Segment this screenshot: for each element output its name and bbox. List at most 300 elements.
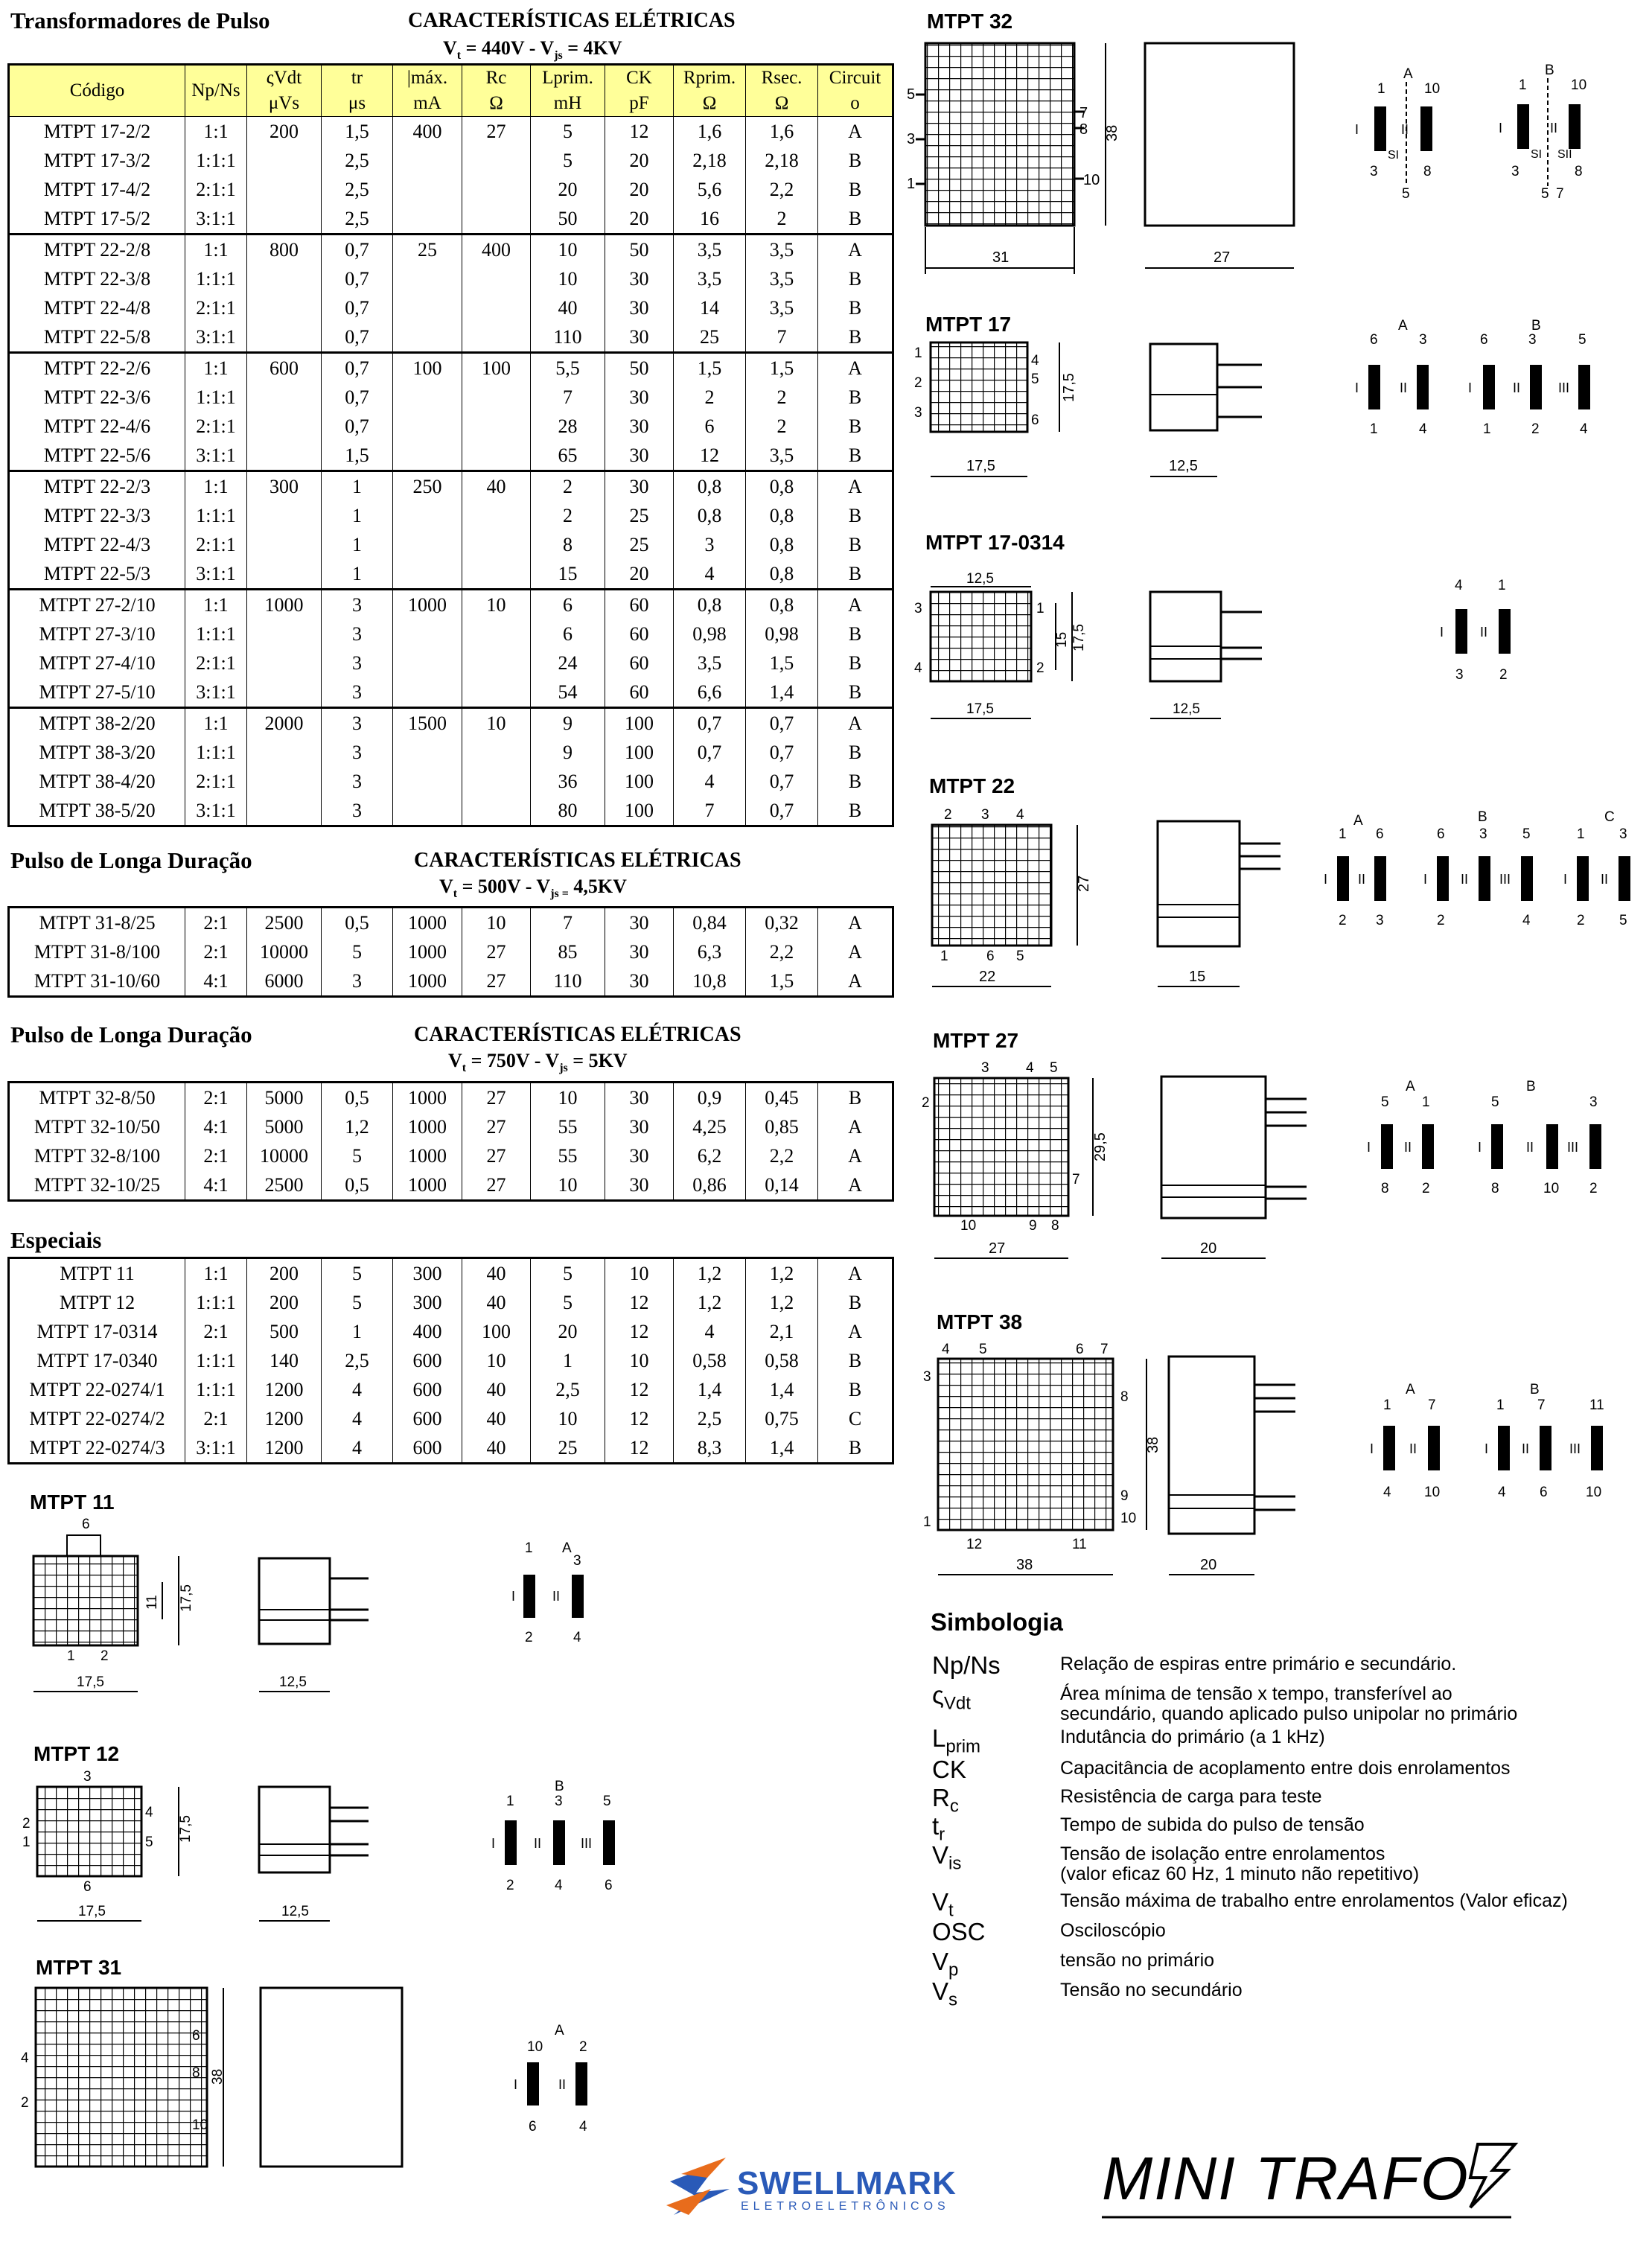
table-cell: 4 (674, 559, 746, 590)
table-cell: 600 (393, 1433, 462, 1464)
table-cell: 1:1:1 (185, 146, 247, 175)
table-cell: 1,5 (746, 966, 818, 997)
col-header: Np/Ns (185, 65, 247, 117)
table-cell: 1:1 (185, 235, 247, 265)
table-cell: 4:1 (185, 1112, 247, 1141)
table-cell: A (818, 353, 893, 383)
table-cell: 3 (322, 796, 393, 826)
table-cell: 0,58 (746, 1346, 818, 1375)
table-cell: 0,7 (322, 293, 393, 322)
table-cell: 27 (462, 117, 531, 147)
table-cell: 0,7 (322, 322, 393, 353)
table-cell: MTPT 27-4/10 (9, 648, 185, 678)
table-cell: 0,32 (746, 908, 818, 938)
svg-text:1: 1 (1422, 1094, 1430, 1110)
table-cell: MTPT 22-5/6 (9, 441, 185, 471)
svg-text:12,5: 12,5 (281, 1904, 309, 1919)
table-cell: 50 (605, 235, 674, 265)
table-cell: 1500 (393, 708, 462, 739)
section4-title: Especiais (10, 1227, 102, 1253)
svg-text:38: 38 (210, 2068, 226, 2085)
table-cell: 3:1:1 (185, 796, 247, 826)
table-cell: 3,5 (674, 264, 746, 293)
swellmark-logo-text: SWELLMARK (737, 2165, 957, 2202)
table-cell: MTPT 12 (9, 1288, 185, 1317)
table-cell: B (818, 175, 893, 204)
table-cell: B (818, 1083, 893, 1113)
table-cell: 0,58 (674, 1346, 746, 1375)
table-cell: 5000 (247, 1083, 322, 1113)
table-cell: MTPT 22-4/8 (9, 293, 185, 322)
svg-text:2: 2 (22, 1816, 31, 1832)
table-cell: 1 (322, 501, 393, 530)
table-cell: B (818, 738, 893, 767)
svg-text:4: 4 (1522, 913, 1531, 928)
col-header: tr μs (322, 65, 393, 117)
table-cell: 7 (674, 796, 746, 826)
diagram-mtpt11 (30, 1491, 584, 1692)
svg-text:B: B (1526, 1079, 1536, 1094)
svg-text:17,5: 17,5 (77, 1674, 104, 1690)
svg-text:III: III (1569, 1441, 1581, 1456)
table-cell: 16 (674, 204, 746, 235)
table-cell: 1000 (393, 1083, 462, 1113)
svg-text:2: 2 (922, 1095, 930, 1111)
table-cell: 2:1 (185, 1083, 247, 1113)
svg-text:3: 3 (1589, 1094, 1598, 1110)
svg-text:10: 10 (527, 2039, 543, 2055)
table-cell: 12 (674, 441, 746, 471)
table-cell: 100 (462, 353, 531, 383)
svg-text:6: 6 (192, 2028, 200, 2044)
table-cell: 30 (605, 1112, 674, 1141)
table-cell: 0,98 (674, 619, 746, 648)
table-cell: 1000 (393, 966, 462, 997)
svg-text:3: 3 (914, 601, 922, 616)
table-cell: 40 (462, 1404, 531, 1433)
table-cell: 100 (605, 767, 674, 796)
table-cell: 27 (462, 1170, 531, 1201)
svg-text:MTPT 11: MTPT 11 (30, 1491, 115, 1514)
table-cell: 3:1:1 (185, 441, 247, 471)
svg-text:10: 10 (1543, 1181, 1560, 1196)
table-cell: 1,5 (322, 441, 393, 471)
svg-text:MTPT 17-0314: MTPT 17-0314 (925, 531, 1065, 554)
table-cell: 1,5 (746, 648, 818, 678)
mtpt32-label: MTPT 32 (927, 10, 1013, 33)
table-cell: B (818, 264, 893, 293)
table-cell: 2,2 (746, 175, 818, 204)
table-cell: 0,14 (746, 1170, 818, 1201)
svg-text:III: III (1558, 380, 1570, 395)
table-cell: MTPT 32-10/50 (9, 1112, 185, 1141)
table-cell: MTPT 32-8/100 (9, 1141, 185, 1170)
minitrafo-logo: MINI TRAFO (1102, 2145, 1470, 2213)
table-cell: 2500 (247, 908, 322, 938)
table-cell: 1000 (393, 937, 462, 966)
table-cell: 400 (393, 1317, 462, 1346)
section3-title: Pulso de Longa Duração (10, 1021, 252, 1048)
table-cell: MTPT 22-5/8 (9, 322, 185, 353)
svg-text:5: 5 (1491, 1094, 1499, 1110)
svg-text:6: 6 (1540, 1485, 1548, 1500)
table-cell: 3 (322, 619, 393, 648)
svg-text:2: 2 (1437, 913, 1445, 928)
svg-text:I: I (1370, 1441, 1374, 1456)
table-cell: 3:1:1 (185, 559, 247, 590)
table-cell: 2,5 (674, 1404, 746, 1433)
svg-text:2: 2 (101, 1648, 109, 1664)
table-cell: 3,5 (674, 235, 746, 265)
table-cell: 1 (322, 471, 393, 502)
table-cell: 0,98 (746, 619, 818, 648)
svg-text:1: 1 (1483, 421, 1491, 437)
table-cell: 15 (531, 559, 605, 590)
svg-text:10: 10 (1586, 1485, 1602, 1500)
svg-text:I: I (1484, 1441, 1489, 1456)
section2-char-title: CARACTERÍSTICAS ELÉTRICAS (414, 849, 742, 872)
svg-text:1: 1 (1519, 77, 1527, 93)
table-cell: 3 (322, 738, 393, 767)
table-cell: 1:1 (185, 117, 247, 147)
svg-text:I: I (1355, 380, 1359, 395)
table-cell: 6,6 (674, 678, 746, 708)
table-cell: 7 (531, 908, 605, 938)
svg-text:MTPT 27: MTPT 27 (933, 1029, 1019, 1052)
table-cell: 2:1 (185, 937, 247, 966)
svg-text:10: 10 (1424, 1485, 1441, 1500)
table-cell: A (818, 1258, 893, 1289)
table-cell: A (818, 471, 893, 502)
table-cell: A (818, 235, 893, 265)
svg-text:4: 4 (145, 1805, 153, 1820)
simbologia-desc: Tensão de isolação entre enrolamentos (valor eficaz 60 Hz, 1 minuto não repetitivo) (1060, 1843, 1420, 1884)
table-cell: 8 (531, 530, 605, 559)
table-cell: 2 (674, 383, 746, 412)
svg-text:1: 1 (1498, 578, 1506, 593)
table-cell: 80 (531, 796, 605, 826)
table-cell: 0,7 (674, 738, 746, 767)
svg-text:II: II (1513, 380, 1521, 395)
char-title: CARACTERÍSTICAS ELÉTRICAS (408, 9, 736, 32)
table-cell: A (818, 590, 893, 620)
table-cell: 200 (247, 117, 322, 147)
table-cell: 2,2 (746, 1141, 818, 1170)
svg-text:11: 11 (1589, 1397, 1604, 1413)
table-cell: B (818, 767, 893, 796)
table-cell: MTPT 22-3/8 (9, 264, 185, 293)
svg-text:12,5: 12,5 (1173, 701, 1200, 717)
table-cell: B (818, 146, 893, 175)
table-cell: 3,5 (746, 264, 818, 293)
svg-text:17,5: 17,5 (78, 1904, 106, 1919)
table-cell: 9 (531, 708, 605, 739)
svg-text:4: 4 (1031, 353, 1039, 369)
svg-text:2: 2 (506, 1878, 514, 1893)
table-cell: B (818, 293, 893, 322)
table-cell: 1,2 (322, 1112, 393, 1141)
table-cell: 10000 (247, 937, 322, 966)
svg-text:II: II (1461, 872, 1469, 887)
svg-text:I: I (1355, 122, 1359, 137)
svg-text:4: 4 (555, 1878, 563, 1893)
svg-text:II: II (1358, 872, 1366, 887)
table-cell: 0,7 (322, 235, 393, 265)
svg-text:I: I (1440, 625, 1444, 640)
simbologia-term: CK (932, 1756, 966, 1783)
table-cell: 0,5 (322, 1083, 393, 1113)
table-cell: 6 (531, 590, 605, 620)
svg-text:8: 8 (1051, 1218, 1059, 1234)
svg-text:7: 7 (1072, 1172, 1080, 1188)
svg-text:17,5: 17,5 (178, 1815, 194, 1843)
table-cell: 0,84 (674, 908, 746, 938)
table-cell: 100 (393, 353, 462, 383)
table-cell: 25 (674, 322, 746, 353)
table-cell: 1000 (247, 590, 322, 620)
svg-text:MTPT 17: MTPT 17 (925, 313, 1012, 336)
svg-text:5: 5 (907, 86, 916, 103)
table-cell: 12 (605, 117, 674, 147)
col-header: Lprim. mH (531, 65, 605, 117)
table-cell: 10 (531, 1083, 605, 1113)
svg-text:5: 5 (145, 1834, 153, 1850)
table-cell: 54 (531, 678, 605, 708)
svg-text:A: A (1353, 813, 1363, 829)
table-cell: 65 (531, 441, 605, 471)
simbologia-term: $V_{is}$ (932, 1841, 962, 1874)
table-cell: 0,8 (674, 590, 746, 620)
svg-text:I: I (1563, 872, 1568, 887)
table-cell: 1:1 (185, 471, 247, 502)
table-cell: 300 (393, 1258, 462, 1289)
table-cell: 100 (605, 796, 674, 826)
table-cell: 1,4 (746, 678, 818, 708)
table-cell: 100 (605, 738, 674, 767)
table-cell: 1:1:1 (185, 501, 247, 530)
table-cell: 1,4 (746, 1433, 818, 1464)
svg-text:12,5: 12,5 (966, 571, 994, 587)
table-cell: MTPT 17-3/2 (9, 146, 185, 175)
voltage-spec: $V_t = 440V - V_{js} = 4KV$ (443, 37, 622, 63)
table-cell: A (818, 1170, 893, 1201)
table-cell: 250 (393, 471, 462, 502)
table-cell: 0,86 (674, 1170, 746, 1201)
table-cell: 3,5 (674, 648, 746, 678)
table-cell: 1000 (393, 908, 462, 938)
table-cell: A (818, 1141, 893, 1170)
svg-text:2: 2 (579, 2039, 587, 2055)
table-cell: MTPT 27-3/10 (9, 619, 185, 648)
table-cell: 30 (605, 412, 674, 441)
table-cell: 10,8 (674, 966, 746, 997)
table-cell: 5 (531, 146, 605, 175)
table-cell: 0,7 (322, 353, 393, 383)
table-cell: 25 (605, 501, 674, 530)
table-cell: 60 (605, 590, 674, 620)
table-cell: 0,7 (746, 708, 818, 739)
table-cell: 20 (605, 204, 674, 235)
svg-text:38: 38 (1145, 1436, 1161, 1453)
table-cell: MTPT 32-10/25 (9, 1170, 185, 1201)
svg-text:1: 1 (525, 1540, 533, 1556)
table-cell: 1:1:1 (185, 1288, 247, 1317)
svg-text:I: I (1367, 1140, 1371, 1155)
table-cell: 0,7 (746, 767, 818, 796)
table-cell: B (818, 322, 893, 353)
table-cell: 8,3 (674, 1433, 746, 1464)
svg-text:1: 1 (1383, 1397, 1391, 1413)
simbologia-desc: Relação de espiras entre primário e secundário. (1060, 1654, 1457, 1674)
svg-text:4: 4 (579, 2119, 587, 2135)
table-cell: 3 (322, 678, 393, 708)
table-cell: 1,5 (746, 353, 818, 383)
svg-text:III: III (1499, 872, 1511, 887)
table-cell: 12 (605, 1404, 674, 1433)
svg-text:4: 4 (1498, 1485, 1506, 1500)
table-cell: 0,7 (322, 383, 393, 412)
svg-text:7: 7 (1537, 1397, 1546, 1413)
table-cell: 1200 (247, 1404, 322, 1433)
svg-text:8: 8 (1575, 164, 1583, 179)
svg-text:II: II (1404, 1140, 1412, 1155)
svg-text:7: 7 (1100, 1342, 1109, 1357)
table-cell: A (818, 1317, 893, 1346)
table-cell: 5 (322, 937, 393, 966)
table-cell: 300 (393, 1288, 462, 1317)
table-cell: B (818, 530, 893, 559)
table-cell: 10 (531, 264, 605, 293)
table-cell: 0,7 (746, 738, 818, 767)
table-cell: 36 (531, 767, 605, 796)
table-cell: 10 (462, 590, 531, 620)
table-cell: 10 (531, 235, 605, 265)
svg-text:III: III (1567, 1140, 1579, 1155)
table-cell: 12 (605, 1375, 674, 1404)
svg-text:27: 27 (989, 1240, 1006, 1257)
table-cell: 1:1:1 (185, 619, 247, 648)
simbologia-desc: Resistência de carga para teste (1060, 1786, 1322, 1807)
svg-text:1: 1 (1339, 826, 1347, 842)
table-cell: 2:1 (185, 1317, 247, 1346)
table-cell: 1 (322, 559, 393, 590)
col-header: Rsec. Ω (746, 65, 818, 117)
table-cell: 2 (531, 501, 605, 530)
table-cell: 4 (674, 1317, 746, 1346)
svg-text:A: A (1406, 1382, 1415, 1397)
table-cell: 1:1:1 (185, 383, 247, 412)
table-cell: 30 (605, 293, 674, 322)
table-cell: 5 (531, 117, 605, 147)
simbologia-term: $R_c$ (932, 1784, 959, 1817)
table-cell: 3:1:1 (185, 322, 247, 353)
simbologia-term: $L_{prim}$ (932, 1724, 981, 1757)
table-cell: B (818, 1346, 893, 1375)
table-cell: B (818, 1375, 893, 1404)
table-cell: 1:1:1 (185, 738, 247, 767)
table-cell: 5 (322, 1288, 393, 1317)
table-cell: MTPT 22-0274/2 (9, 1404, 185, 1433)
svg-text:4: 4 (573, 1630, 581, 1645)
table-cell: 0,45 (746, 1083, 818, 1113)
svg-text:5: 5 (1522, 826, 1531, 842)
svg-text:SI: SI (1388, 149, 1400, 162)
table-cell: 0,75 (746, 1404, 818, 1433)
table-cell: 0,8 (746, 590, 818, 620)
table-cell: 4 (322, 1375, 393, 1404)
svg-text:17,5: 17,5 (1071, 624, 1087, 651)
table-cell: 12 (605, 1433, 674, 1464)
svg-text:4: 4 (914, 660, 922, 676)
svg-text:1: 1 (1577, 826, 1585, 842)
svg-text:5: 5 (1619, 913, 1627, 928)
table-cell: 12 (605, 1288, 674, 1317)
table-cell: 2 (746, 204, 818, 235)
table-cell: MTPT 22-3/3 (9, 501, 185, 530)
table-cell: B (818, 412, 893, 441)
table-cell: 20 (605, 559, 674, 590)
table-cell: 5000 (247, 1112, 322, 1141)
col-header: Circuit o (818, 65, 893, 117)
table-cell: B (818, 1433, 893, 1464)
table-cell: 5 (322, 1258, 393, 1289)
table-cell: 1,4 (746, 1375, 818, 1404)
svg-text:SI: SI (1531, 148, 1543, 161)
table-cell: MTPT 38-5/20 (9, 796, 185, 826)
table-cell: 1 (322, 530, 393, 559)
svg-text:8: 8 (1423, 164, 1432, 179)
simbologia-desc: Tempo de subida do pulso de tensão (1060, 1814, 1365, 1835)
table-cell: MTPT 22-0274/3 (9, 1433, 185, 1464)
svg-text:10: 10 (1083, 172, 1100, 188)
table-cell: 0,8 (746, 471, 818, 502)
svg-text:6: 6 (1031, 412, 1039, 428)
svg-text:I: I (1478, 1140, 1482, 1155)
svg-text:II: II (1526, 1140, 1534, 1155)
table-cell: 5 (531, 1258, 605, 1289)
svg-text:2: 2 (21, 2095, 29, 2111)
table-cell: MTPT 27-5/10 (9, 678, 185, 708)
section3-char-title: CARACTERÍSTICAS ELÉTRICAS (414, 1023, 742, 1046)
svg-text:20: 20 (1200, 1557, 1217, 1573)
table-cell: 600 (393, 1375, 462, 1404)
table-cell: 6,2 (674, 1141, 746, 1170)
svg-text:8: 8 (1120, 1389, 1129, 1405)
table-cell: 600 (393, 1346, 462, 1375)
table-cell: B (818, 559, 893, 590)
table-cell: 50 (605, 353, 674, 383)
table-cell: 2,5 (322, 175, 393, 204)
table-cell: 0,5 (322, 908, 393, 938)
svg-text:2: 2 (1589, 1181, 1598, 1196)
table-cell: 1000 (393, 1170, 462, 1201)
table-cell: 2:1:1 (185, 767, 247, 796)
svg-text:2: 2 (525, 1630, 533, 1645)
table-cell: 1,2 (746, 1258, 818, 1289)
simbologia-term: $V_p$ (932, 1948, 959, 1980)
table-cell: 30 (605, 383, 674, 412)
table-cell: 200 (247, 1288, 322, 1317)
table-cell: 60 (605, 678, 674, 708)
svg-text:II: II (558, 2077, 567, 2092)
svg-text:3: 3 (1376, 913, 1384, 928)
table-cell: 30 (605, 937, 674, 966)
table-cell: 3 (322, 767, 393, 796)
svg-text:10: 10 (192, 2117, 208, 2133)
svg-text:1: 1 (914, 345, 922, 361)
table-cell: 140 (247, 1346, 322, 1375)
table-cell: 10 (605, 1258, 674, 1289)
